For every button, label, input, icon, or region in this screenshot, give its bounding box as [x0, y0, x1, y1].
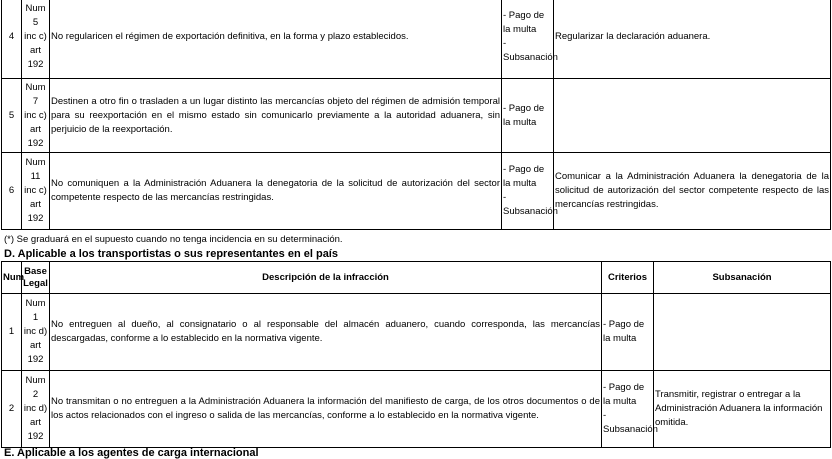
criteria: - Pago de la multa - Subsanación — [502, 0, 554, 79]
base-legal: Num 5 inc c) art 192 — [22, 0, 50, 79]
criteria: - Pago de la multa - Subsanación — [502, 153, 554, 230]
infraction-description: Destinen a otro fin o trasladen a un lugar distinto las mercancías objeto del régimen de admisión temporal para su reexportación en el mismo estado sin comunicarlo previamente a la autoridad aduanera, sin perjuicio de la reexportación. — [50, 79, 502, 153]
header-num: Num — [2, 262, 22, 294]
header-description: Descripción de la infracción — [50, 262, 602, 294]
base-legal: Num 7 inc c) art 192 — [22, 79, 50, 153]
row-num: 2 — [2, 371, 22, 448]
table-row — [2, 153, 831, 230]
remedy — [654, 294, 831, 371]
header-remedy: Subsanación — [654, 262, 831, 294]
infraction-description: No transmitan o no entreguen a la Administración Aduanera la información del manifiesto de carga, de los otros documentos o de los actos relacionados con el ingreso o salida de las mercancías, conforme a lo establecido en la normativa vigente. — [50, 371, 602, 448]
row-num: 1 — [2, 294, 22, 371]
table-row — [2, 294, 831, 371]
infractions-table-d — [1, 261, 831, 448]
criteria: - Pago de la multa - Subsanación — [602, 371, 654, 448]
remedy: Comunicar a la Administración Aduanera la denegatoria de la solicitud de autorización del sector competente respecto de las mercancías restringidas. — [554, 153, 831, 230]
header-criteria: Criterios — [602, 262, 654, 294]
base-legal: Num 11 inc c) art 192 — [22, 153, 50, 230]
infractions-table-c — [1, 0, 831, 230]
criteria: - Pago de la multa — [502, 79, 554, 153]
base-legal: Num 1 inc d) art 192 — [22, 294, 50, 371]
base-legal: Num 2 inc d) art 192 — [22, 371, 50, 448]
remedy: Regularizar la declaración aduanera. — [554, 0, 831, 79]
table-row — [2, 0, 831, 79]
remedy — [554, 79, 831, 153]
footnote: (*) Se graduará en el supuesto cuando no tenga incidencia en su determinación. — [4, 234, 343, 245]
header-base-legal: Base Legal — [22, 262, 50, 294]
row-num: 4 — [2, 0, 22, 79]
table-row — [2, 79, 831, 153]
criteria: - Pago de la multa — [602, 294, 654, 371]
table-header-row — [2, 262, 831, 294]
infraction-description: No entreguen al dueño, al consignatario o al responsable del almacén aduanero, cuando corresponda, las mercancías descargadas, conforme a lo establecido en la normativa vigente. — [50, 294, 602, 371]
next-section-title: E. Aplicable a los agentes de carga internacional — [4, 447, 259, 459]
infraction-description: No comuniquen a la Administración Aduanera la denegatoria de la solicitud de autorización del sector competente respecto de las mercancías restringidas. — [50, 153, 502, 230]
infraction-description: No regularicen el régimen de exportación definitiva, en la forma y plazo establecidos. — [50, 0, 502, 79]
table-row — [2, 371, 831, 448]
section-title: D. Aplicable a los transportistas o sus representantes en el país — [4, 248, 338, 260]
row-num: 5 — [2, 79, 22, 153]
row-num: 6 — [2, 153, 22, 230]
remedy: Transmitir, registrar o entregar a la Administración Aduanera la información omitida. — [654, 371, 831, 448]
